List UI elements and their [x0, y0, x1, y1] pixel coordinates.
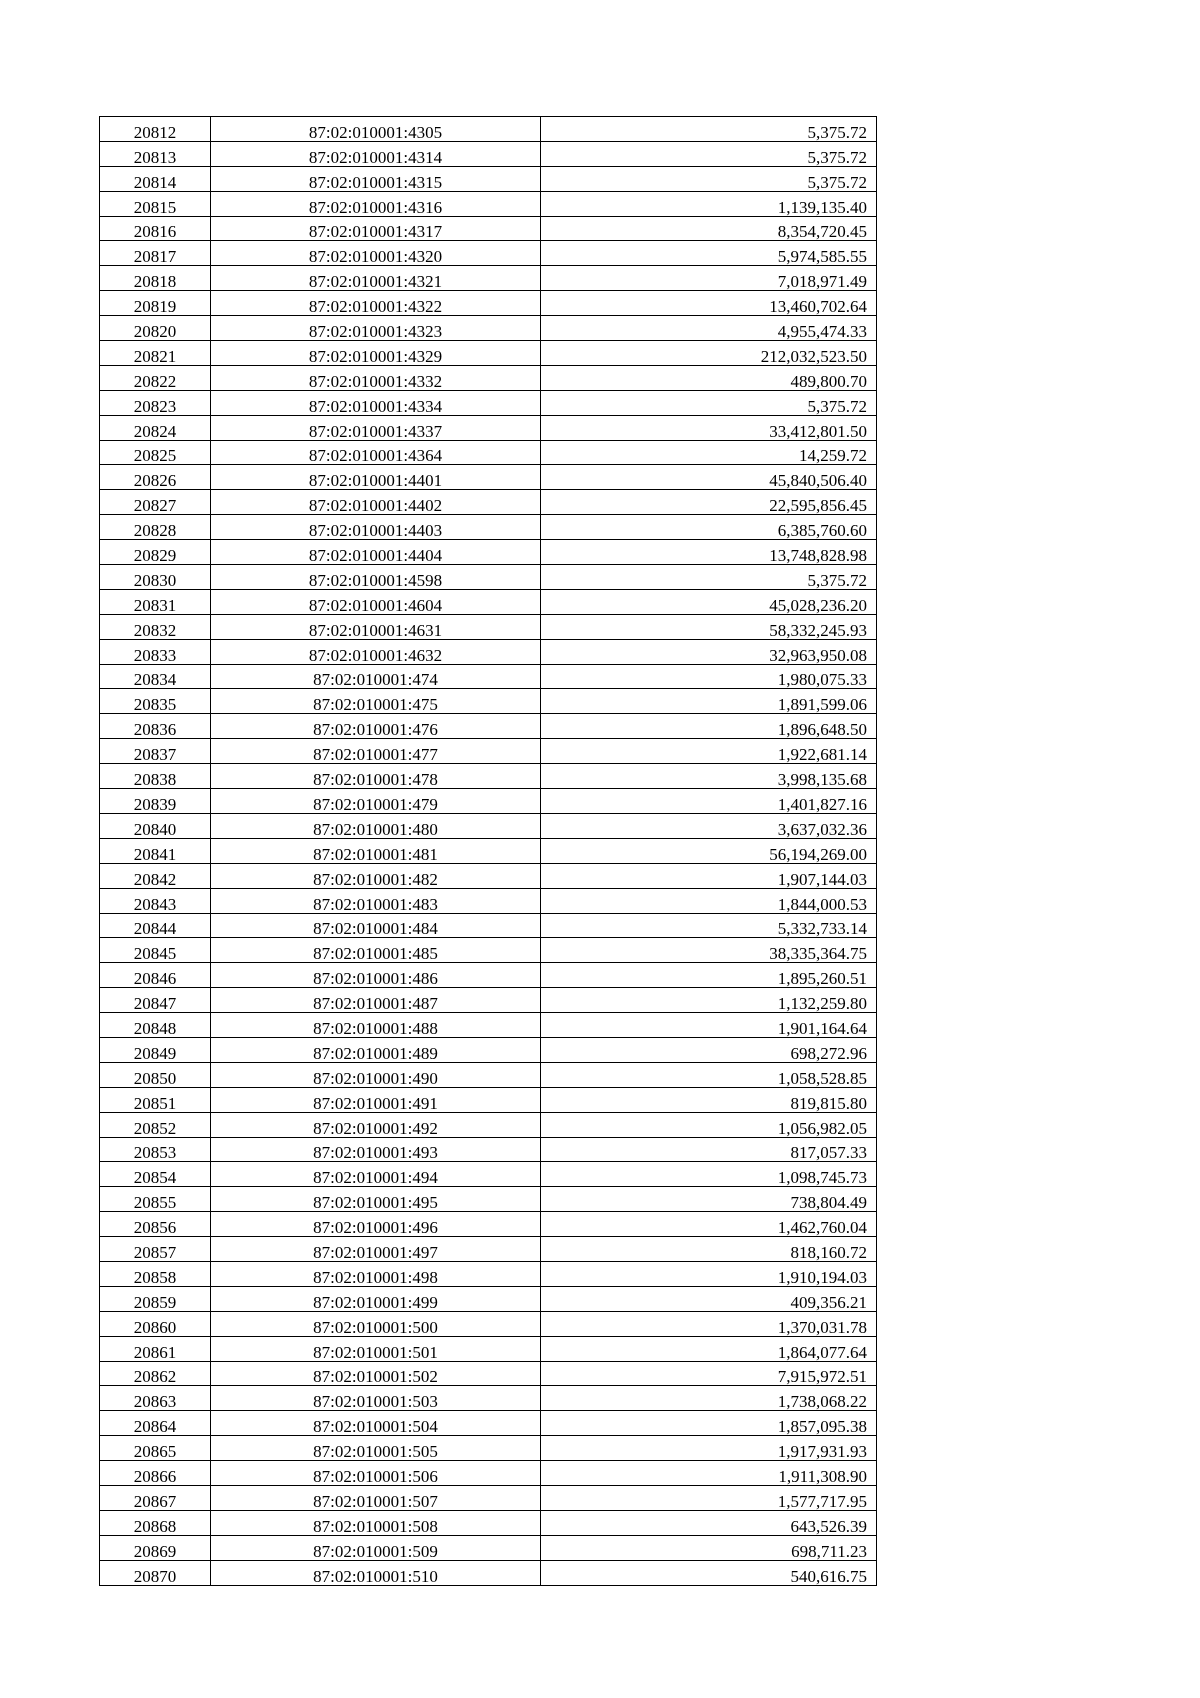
- cadastral-number-cell: 87:02:010001:488: [211, 1013, 541, 1038]
- table-row: [100, 191, 877, 216]
- cadastral-number-cell: 87:02:010001:486: [211, 963, 541, 988]
- cadastral-number-cell: 87:02:010001:497: [211, 1237, 541, 1262]
- row-number-cell: 20849: [100, 1037, 211, 1062]
- cadastral-value-cell: 3,637,032.36: [541, 813, 877, 838]
- table-row: [100, 1062, 877, 1087]
- table-row: [100, 813, 877, 838]
- row-number-cell: 20838: [100, 764, 211, 789]
- cadastral-value-cell: 1,896,648.50: [541, 714, 877, 739]
- row-number-cell: 20841: [100, 838, 211, 863]
- table-row: [100, 1112, 877, 1137]
- cadastral-number-cell: 87:02:010001:4604: [211, 589, 541, 614]
- table-row: [100, 1187, 877, 1212]
- table-row: [100, 1386, 877, 1411]
- row-number-cell: 20865: [100, 1436, 211, 1461]
- cadastral-value-cell: 13,460,702.64: [541, 291, 877, 316]
- row-number-cell: 20852: [100, 1112, 211, 1137]
- cadastral-value-cell: 1,911,308.90: [541, 1461, 877, 1486]
- cadastral-number-cell: 87:02:010001:4316: [211, 191, 541, 216]
- row-number-cell: 20860: [100, 1311, 211, 1336]
- table-row: [100, 390, 877, 415]
- row-number-cell: 20847: [100, 988, 211, 1013]
- cadastral-value-cell: 1,922,681.14: [541, 739, 877, 764]
- cadastral-value-cell: 4,955,474.33: [541, 316, 877, 341]
- cadastral-value-cell: 1,738,068.22: [541, 1386, 877, 1411]
- cadastral-value-cell: 1,577,717.95: [541, 1485, 877, 1510]
- table-row: [100, 316, 877, 341]
- cadastral-number-cell: 87:02:010001:4598: [211, 565, 541, 590]
- row-number-cell: 20823: [100, 390, 211, 415]
- cadastral-number-cell: 87:02:010001:4317: [211, 216, 541, 241]
- cadastral-value-cell: 698,711.23: [541, 1535, 877, 1560]
- row-number-cell: 20819: [100, 291, 211, 316]
- cadastral-value-cell: 5,332,733.14: [541, 913, 877, 938]
- cadastral-number-cell: 87:02:010001:475: [211, 689, 541, 714]
- table-row: [100, 341, 877, 366]
- row-number-cell: 20830: [100, 565, 211, 590]
- row-number-cell: 20857: [100, 1237, 211, 1262]
- cadastral-value-cell: 738,804.49: [541, 1187, 877, 1212]
- table-row: [100, 465, 877, 490]
- table-row: [100, 863, 877, 888]
- table-row: [100, 1560, 877, 1585]
- table-row: [100, 1461, 877, 1486]
- cadastral-value-cell: 38,335,364.75: [541, 938, 877, 963]
- row-number-cell: 20855: [100, 1187, 211, 1212]
- cadastral-number-cell: 87:02:010001:507: [211, 1485, 541, 1510]
- cadastral-value-cell: 1,132,259.80: [541, 988, 877, 1013]
- table-row: [100, 266, 877, 291]
- row-number-cell: 20851: [100, 1087, 211, 1112]
- cadastral-value-cell: 1,857,095.38: [541, 1411, 877, 1436]
- cadastral-value-cell: 1,980,075.33: [541, 664, 877, 689]
- cadastral-value-cell: 1,844,000.53: [541, 888, 877, 913]
- cadastral-number-cell: 87:02:010001:483: [211, 888, 541, 913]
- row-number-cell: 20817: [100, 241, 211, 266]
- row-number-cell: 20828: [100, 515, 211, 540]
- row-number-cell: 20863: [100, 1386, 211, 1411]
- table-row: [100, 540, 877, 565]
- cadastral-number-cell: 87:02:010001:474: [211, 664, 541, 689]
- cadastral-number-cell: 87:02:010001:494: [211, 1162, 541, 1187]
- cadastral-number-cell: 87:02:010001:501: [211, 1336, 541, 1361]
- row-number-cell: 20821: [100, 341, 211, 366]
- cadastral-number-cell: 87:02:010001:4329: [211, 341, 541, 366]
- table-row: [100, 988, 877, 1013]
- row-number-cell: 20858: [100, 1261, 211, 1286]
- cadastral-value-cell: 1,058,528.85: [541, 1062, 877, 1087]
- row-number-cell: 20870: [100, 1560, 211, 1585]
- cadastral-value-cell: 540,616.75: [541, 1560, 877, 1585]
- row-number-cell: 20844: [100, 913, 211, 938]
- table-row: [100, 888, 877, 913]
- cadastral-number-cell: 87:02:010001:4401: [211, 465, 541, 490]
- cadastral-value-cell: 56,194,269.00: [541, 838, 877, 863]
- cadastral-value-cell: 8,354,720.45: [541, 216, 877, 241]
- cadastral-number-cell: 87:02:010001:479: [211, 789, 541, 814]
- row-number-cell: 20813: [100, 141, 211, 166]
- row-number-cell: 20845: [100, 938, 211, 963]
- row-number-cell: 20836: [100, 714, 211, 739]
- cadastral-value-cell: 698,272.96: [541, 1037, 877, 1062]
- cadastral-number-cell: 87:02:010001:4315: [211, 166, 541, 191]
- cadastral-number-cell: 87:02:010001:4332: [211, 365, 541, 390]
- row-number-cell: 20832: [100, 614, 211, 639]
- cadastral-value-cell: 819,815.80: [541, 1087, 877, 1112]
- table-row: [100, 689, 877, 714]
- table-row: [100, 714, 877, 739]
- row-number-cell: 20815: [100, 191, 211, 216]
- cadastral-value-cell: 1,895,260.51: [541, 963, 877, 988]
- cadastral-number-cell: 87:02:010001:500: [211, 1311, 541, 1336]
- table-row: [100, 1411, 877, 1436]
- cadastral-value-cell: 5,375.72: [541, 565, 877, 590]
- row-number-cell: 20812: [100, 117, 211, 142]
- cadastral-number-cell: 87:02:010001:476: [211, 714, 541, 739]
- table-row: [100, 838, 877, 863]
- cadastral-number-cell: 87:02:010001:492: [211, 1112, 541, 1137]
- cadastral-value-cell: 5,375.72: [541, 166, 877, 191]
- table-row: [100, 1535, 877, 1560]
- cadastral-value-cell: 45,840,506.40: [541, 465, 877, 490]
- table-row: [100, 1436, 877, 1461]
- table-row: [100, 764, 877, 789]
- row-number-cell: 20824: [100, 415, 211, 440]
- table-row: [100, 141, 877, 166]
- cadastral-value-cell: 7,018,971.49: [541, 266, 877, 291]
- cadastral-value-cell: 45,028,236.20: [541, 589, 877, 614]
- table-row: [100, 415, 877, 440]
- row-number-cell: 20854: [100, 1162, 211, 1187]
- cadastral-value-cell: 22,595,856.45: [541, 490, 877, 515]
- table-row: [100, 1485, 877, 1510]
- cadastral-number-cell: 87:02:010001:489: [211, 1037, 541, 1062]
- cadastral-number-cell: 87:02:010001:509: [211, 1535, 541, 1560]
- cadastre-value-table: [99, 116, 877, 1586]
- row-number-cell: 20820: [100, 316, 211, 341]
- row-number-cell: 20840: [100, 813, 211, 838]
- table-row: [100, 789, 877, 814]
- row-number-cell: 20861: [100, 1336, 211, 1361]
- cadastral-number-cell: 87:02:010001:502: [211, 1361, 541, 1386]
- cadastral-number-cell: 87:02:010001:493: [211, 1137, 541, 1162]
- table-row: [100, 565, 877, 590]
- cadastral-value-cell: 1,098,745.73: [541, 1162, 877, 1187]
- cadastral-value-cell: 409,356.21: [541, 1286, 877, 1311]
- table-body: [100, 117, 877, 1586]
- row-number-cell: 20835: [100, 689, 211, 714]
- cadastral-number-cell: 87:02:010001:478: [211, 764, 541, 789]
- row-number-cell: 20822: [100, 365, 211, 390]
- cadastral-value-cell: 5,375.72: [541, 390, 877, 415]
- cadastral-number-cell: 87:02:010001:498: [211, 1261, 541, 1286]
- cadastral-number-cell: 87:02:010001:4632: [211, 639, 541, 664]
- cadastral-value-cell: 32,963,950.08: [541, 639, 877, 664]
- cadastral-number-cell: 87:02:010001:4364: [211, 440, 541, 465]
- cadastral-number-cell: 87:02:010001:499: [211, 1286, 541, 1311]
- cadastral-number-cell: 87:02:010001:490: [211, 1062, 541, 1087]
- cadastral-number-cell: 87:02:010001:4322: [211, 291, 541, 316]
- table-row: [100, 1137, 877, 1162]
- cadastral-number-cell: 87:02:010001:510: [211, 1560, 541, 1585]
- cadastral-number-cell: 87:02:010001:480: [211, 813, 541, 838]
- table-row: [100, 166, 877, 191]
- cadastral-value-cell: 818,160.72: [541, 1237, 877, 1262]
- cadastral-value-cell: 1,917,931.93: [541, 1436, 877, 1461]
- row-number-cell: 20850: [100, 1062, 211, 1087]
- row-number-cell: 20867: [100, 1485, 211, 1510]
- cadastral-number-cell: 87:02:010001:4321: [211, 266, 541, 291]
- table-row: [100, 664, 877, 689]
- row-number-cell: 20829: [100, 540, 211, 565]
- row-number-cell: 20859: [100, 1286, 211, 1311]
- cadastral-value-cell: 1,056,982.05: [541, 1112, 877, 1137]
- cadastral-number-cell: 87:02:010001:503: [211, 1386, 541, 1411]
- table-row: [100, 117, 877, 142]
- cadastral-value-cell: 1,891,599.06: [541, 689, 877, 714]
- table-row: [100, 589, 877, 614]
- row-number-cell: 20816: [100, 216, 211, 241]
- cadastral-value-cell: 5,375.72: [541, 117, 877, 142]
- cadastral-number-cell: 87:02:010001:491: [211, 1087, 541, 1112]
- table-row: [100, 216, 877, 241]
- table-row: [100, 1013, 877, 1038]
- cadastral-value-cell: 1,462,760.04: [541, 1212, 877, 1237]
- row-number-cell: 20818: [100, 266, 211, 291]
- cadastral-number-cell: 87:02:010001:495: [211, 1187, 541, 1212]
- cadastral-value-cell: 3,998,135.68: [541, 764, 877, 789]
- table-row: [100, 1510, 877, 1535]
- row-number-cell: 20846: [100, 963, 211, 988]
- cadastral-number-cell: 87:02:010001:508: [211, 1510, 541, 1535]
- table-row: [100, 241, 877, 266]
- cadastral-number-cell: 87:02:010001:4403: [211, 515, 541, 540]
- cadastral-number-cell: 87:02:010001:4337: [211, 415, 541, 440]
- table-row: [100, 1336, 877, 1361]
- row-number-cell: 20827: [100, 490, 211, 515]
- cadastral-number-cell: 87:02:010001:505: [211, 1436, 541, 1461]
- row-number-cell: 20833: [100, 639, 211, 664]
- cadastral-value-cell: 58,332,245.93: [541, 614, 877, 639]
- row-number-cell: 20862: [100, 1361, 211, 1386]
- cadastral-number-cell: 87:02:010001:504: [211, 1411, 541, 1436]
- table-row: [100, 490, 877, 515]
- table-row: [100, 1037, 877, 1062]
- cadastral-value-cell: 1,907,144.03: [541, 863, 877, 888]
- cadastral-value-cell: 33,412,801.50: [541, 415, 877, 440]
- table-row: [100, 291, 877, 316]
- cadastral-number-cell: 87:02:010001:481: [211, 838, 541, 863]
- cadastral-value-cell: 1,370,031.78: [541, 1311, 877, 1336]
- table-row: [100, 739, 877, 764]
- row-number-cell: 20848: [100, 1013, 211, 1038]
- row-number-cell: 20866: [100, 1461, 211, 1486]
- cadastral-value-cell: 7,915,972.51: [541, 1361, 877, 1386]
- cadastral-number-cell: 87:02:010001:482: [211, 863, 541, 888]
- table-row: [100, 1162, 877, 1187]
- table-row: [100, 515, 877, 540]
- cadastral-number-cell: 87:02:010001:477: [211, 739, 541, 764]
- row-number-cell: 20856: [100, 1212, 211, 1237]
- row-number-cell: 20826: [100, 465, 211, 490]
- table-row: [100, 913, 877, 938]
- cadastral-number-cell: 87:02:010001:506: [211, 1461, 541, 1486]
- row-number-cell: 20864: [100, 1411, 211, 1436]
- row-number-cell: 20837: [100, 739, 211, 764]
- cadastral-number-cell: 87:02:010001:485: [211, 938, 541, 963]
- table-row: [100, 440, 877, 465]
- cadastral-value-cell: 1,901,164.64: [541, 1013, 877, 1038]
- cadastral-value-cell: 6,385,760.60: [541, 515, 877, 540]
- table-row: [100, 1087, 877, 1112]
- row-number-cell: 20814: [100, 166, 211, 191]
- cadastral-number-cell: 87:02:010001:484: [211, 913, 541, 938]
- cadastral-number-cell: 87:02:010001:4404: [211, 540, 541, 565]
- cadastral-value-cell: 1,401,827.16: [541, 789, 877, 814]
- table-row: [100, 1311, 877, 1336]
- table-row: [100, 963, 877, 988]
- row-number-cell: 20843: [100, 888, 211, 913]
- cadastral-value-cell: 1,139,135.40: [541, 191, 877, 216]
- row-number-cell: 20834: [100, 664, 211, 689]
- table-row: [100, 639, 877, 664]
- cadastral-value-cell: 817,057.33: [541, 1137, 877, 1162]
- cadastral-value-cell: 212,032,523.50: [541, 341, 877, 366]
- cadastral-number-cell: 87:02:010001:4334: [211, 390, 541, 415]
- row-number-cell: 20831: [100, 589, 211, 614]
- cadastral-value-cell: 14,259.72: [541, 440, 877, 465]
- cadastral-number-cell: 87:02:010001:4320: [211, 241, 541, 266]
- cadastral-value-cell: 643,526.39: [541, 1510, 877, 1535]
- cadastral-number-cell: 87:02:010001:4305: [211, 117, 541, 142]
- table-row: [100, 1261, 877, 1286]
- cadastral-number-cell: 87:02:010001:487: [211, 988, 541, 1013]
- table-row: [100, 1286, 877, 1311]
- cadastral-number-cell: 87:02:010001:4631: [211, 614, 541, 639]
- table-row: [100, 614, 877, 639]
- table-row: [100, 1361, 877, 1386]
- cadastral-value-cell: 13,748,828.98: [541, 540, 877, 565]
- row-number-cell: 20869: [100, 1535, 211, 1560]
- cadastral-value-cell: 5,375.72: [541, 141, 877, 166]
- table-row: [100, 1212, 877, 1237]
- row-number-cell: 20825: [100, 440, 211, 465]
- cadastral-value-cell: 489,800.70: [541, 365, 877, 390]
- row-number-cell: 20842: [100, 863, 211, 888]
- cadastral-number-cell: 87:02:010001:4314: [211, 141, 541, 166]
- cadastral-number-cell: 87:02:010001:496: [211, 1212, 541, 1237]
- row-number-cell: 20853: [100, 1137, 211, 1162]
- row-number-cell: 20868: [100, 1510, 211, 1535]
- table-row: [100, 1237, 877, 1262]
- cadastral-value-cell: 5,974,585.55: [541, 241, 877, 266]
- table-row: [100, 365, 877, 390]
- cadastral-number-cell: 87:02:010001:4323: [211, 316, 541, 341]
- row-number-cell: 20839: [100, 789, 211, 814]
- table-row: [100, 938, 877, 963]
- cadastral-number-cell: 87:02:010001:4402: [211, 490, 541, 515]
- cadastral-value-cell: 1,864,077.64: [541, 1336, 877, 1361]
- cadastral-value-cell: 1,910,194.03: [541, 1261, 877, 1286]
